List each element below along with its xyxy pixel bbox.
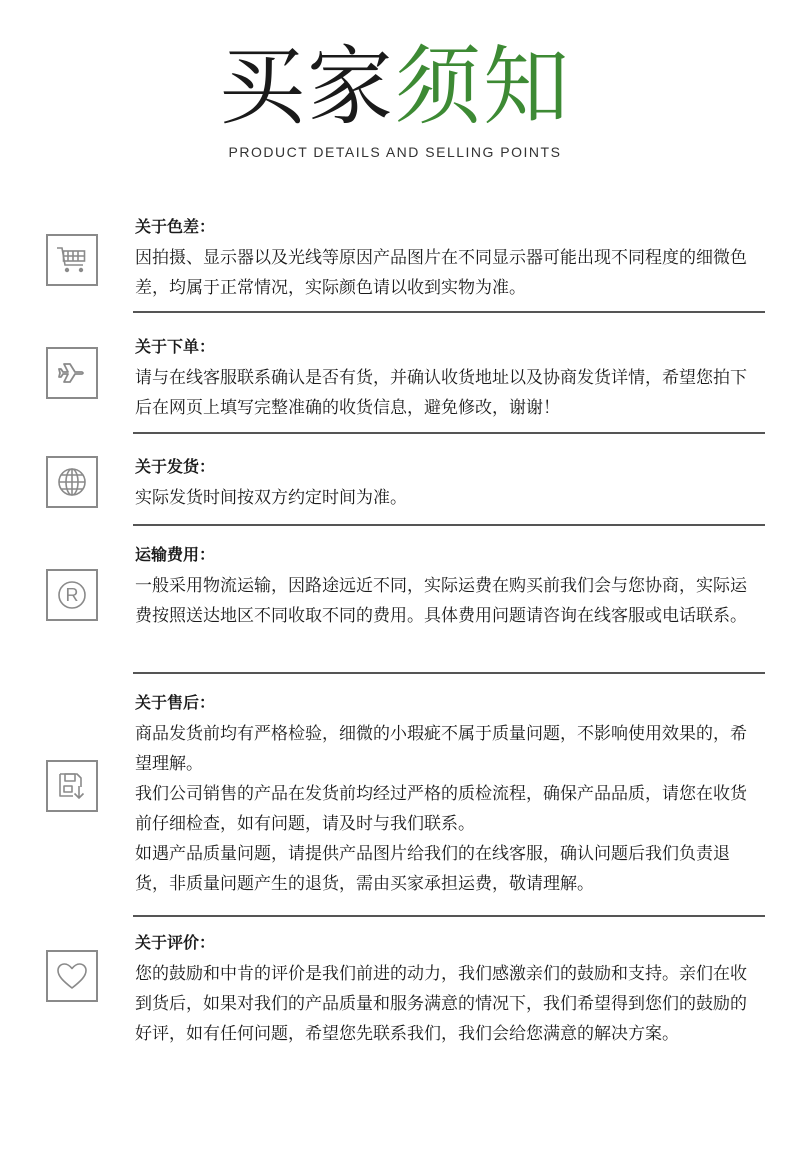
section-content <box>135 336 755 423</box>
title-black-part: 买家 <box>219 37 395 137</box>
title-green-part: 须知 <box>395 37 571 137</box>
globe-icon <box>46 456 98 508</box>
registered-icon <box>46 569 98 621</box>
section-heading: 关于售后： <box>135 693 216 712</box>
section-content <box>135 692 755 899</box>
section-heading: 关于色差： <box>135 217 216 236</box>
section-heading: 关于评价： <box>135 933 216 952</box>
section-divider <box>133 672 765 674</box>
section-heading: 关于发货： <box>135 457 216 476</box>
section-paragraph: 商品发货前均有严格检验，细微的小瑕疵不属于质量问题，不影响使用效果的，希望理解。 <box>135 724 747 774</box>
section-divider <box>133 432 765 434</box>
save-download-icon <box>46 760 98 812</box>
section-content <box>135 544 755 631</box>
section-content <box>135 932 755 1049</box>
section-content <box>135 456 755 513</box>
section-heading: 运输费用： <box>135 545 216 564</box>
section-heading: 关于下单： <box>135 337 216 356</box>
section-paragraph: 因拍摄、显示器以及光线等原因产品图片在不同显示器可能出现不同程度的细微色差，均属于正常情况，实际颜色请以收到实物为准。 <box>135 248 747 298</box>
section-divider <box>133 311 765 313</box>
shopping-cart-icon <box>46 234 98 286</box>
airplane-icon <box>46 347 98 399</box>
section-paragraph: 一般采用物流运输，因路途远近不同，实际运费在购买前我们会与您协商，实际运费按照送达地区不同收取不同的费用。具体费用问题请咨询在线客服或电话联系。 <box>135 576 747 626</box>
section-paragraph: 您的鼓励和中肯的评价是我们前进的动力，我们感激亲们的鼓励和支持。亲们在收到货后，如果对我们的产品质量和服务满意的情况下，我们希望得到您们的鼓励的好评，如有任何问题，希望您先联系我们，我们会给您满意的解决方案。 <box>135 964 747 1044</box>
section-divider <box>133 915 765 917</box>
page-header <box>0 0 790 180</box>
section-divider <box>133 524 765 526</box>
section-paragraph: 实际发货时间按双方约定时间为准。 <box>135 488 407 508</box>
section-content <box>135 216 755 303</box>
page-title <box>0 32 790 142</box>
svg-text:R: R <box>65 585 79 605</box>
page-subtitle: PRODUCT DETAILS AND SELLING POINTS <box>228 144 562 160</box>
heart-icon <box>46 950 98 1002</box>
section-paragraph: 请与在线客服联系确认是否有货，并确认收货地址以及协商发货详情，希望您拍下后在网页上填写完整准确的收货信息，避免修改，谢谢！ <box>135 368 747 418</box>
section-paragraph: 如遇产品质量问题，请提供产品图片给我们的在线客服，确认问题后我们负责退货，非质量问题产生的退货，需由买家承担运费，敬请理解。 <box>135 844 730 894</box>
section-paragraph: 我们公司销售的产品在发货前均经过严格的质检流程，确保产品品质，请您在收货前仔细检查，如有问题，请及时与我们联系。 <box>135 784 747 834</box>
